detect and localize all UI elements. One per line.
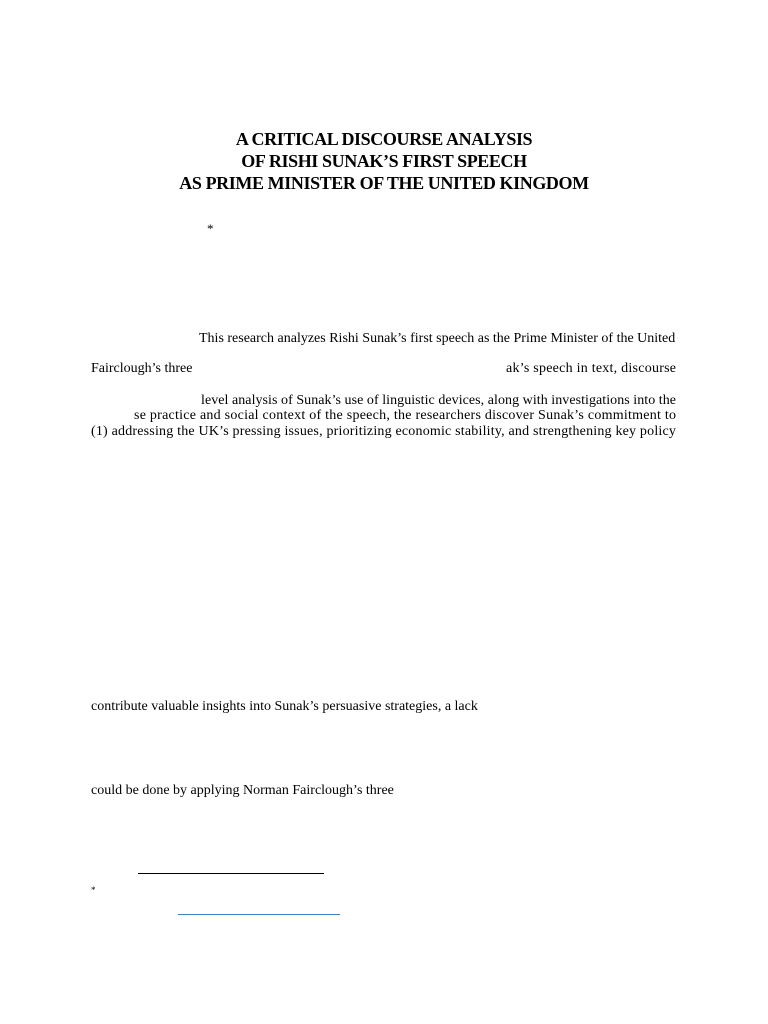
abstract-fragment-4: level analysis of Sunak’s use of linguistic devices, along with investigations into the: [201, 393, 677, 408]
abstract-fragment-5: se practice and social context of the speech, the researchers discover Sunak’s commitment to: [134, 408, 677, 423]
footnote-marker: *: [91, 885, 96, 895]
footnote-separator: [138, 873, 324, 874]
abstract-fragment-2: Fairclough’s three: [91, 361, 193, 376]
body-fragment-1: contribute valuable insights into Sunak’s persuasive strategies, a lack: [91, 699, 478, 714]
title-line-3: AS PRIME MINISTER OF THE UNITED KINGDOM: [179, 173, 589, 193]
abstract-fragment-3: ak’s speech in text, discourse: [506, 361, 677, 376]
body-fragment-2: could be done by applying Norman Fairclough’s three: [91, 783, 394, 798]
abstract-fragment-1: This research analyzes Rishi Sunak’s first speech as the Prime Minister of the United: [199, 331, 676, 346]
author-marker: *: [207, 221, 214, 236]
abstract-fragment-6: (1) addressing the UK’s pressing issues, prioritizing economic stability, and strengthening key policy: [91, 424, 677, 439]
title-line-2: OF RISHI SUNAK’S FIRST SPEECH: [241, 151, 527, 171]
footnote-link-underline[interactable]: [178, 914, 340, 915]
paper-title: [0, 128, 768, 194]
title-line-1: A CRITICAL DISCOURSE ANALYSIS: [235, 129, 533, 149]
